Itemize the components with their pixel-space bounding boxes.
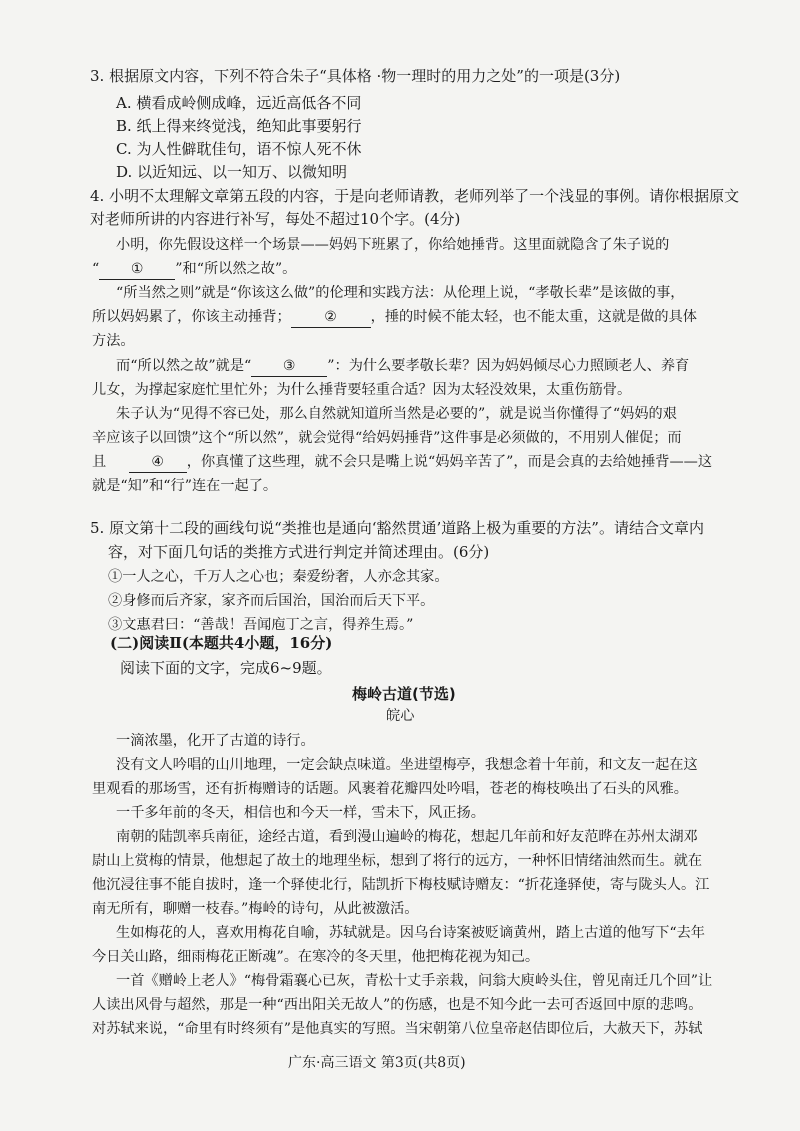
q3-option-b: B. 纸上得来终觉浅，绝知此事要躬行 bbox=[116, 117, 362, 135]
article-line: 人读出风骨与超然，那是一种“西出阳关无故人”的伤感，也是不知今此一去可否返回中原的悲鸣。 bbox=[92, 997, 703, 1013]
article-line: 没有文人吟唱的山川地理，一定会缺点味道。坐进望梅亭，我想念着十年前，和文友一起在这 bbox=[116, 757, 698, 773]
q3-stem: 3. 根据原文内容，下列不符合朱子“具体格 ·物一理时的用力之处”的一项是(3分) bbox=[90, 67, 621, 85]
article-author: 皖心 bbox=[386, 708, 415, 724]
q4-p4-line4: 就是“知”和“行”连在一起了。 bbox=[92, 478, 278, 494]
article-line: 今日关山路，细雨梅花正断魂”。在寒冷的冬天里，他把梅花视为知己。 bbox=[92, 949, 540, 965]
q5-item-1: ①一人之心，千万人之心也；秦爱纷奢，人亦念其家。 bbox=[108, 569, 449, 585]
q5-item-3: ③文惠君曰：“善哉！吾闻庖丁之言，得养生焉。” bbox=[108, 617, 414, 633]
q4-p2-line3: 方法。 bbox=[92, 333, 135, 349]
blank-4[interactable]: ④ bbox=[129, 452, 187, 473]
q5-stem-line1: 5. 原文第十二段的画线句说“类推也是通向‘豁然贯通’道路上极为重要的方法”。请结合文章内 bbox=[90, 519, 704, 537]
section-heading: (二)阅读Ⅱ(本题共4小题，16分) bbox=[110, 634, 333, 652]
article-line: 他沉浸往事不能自拔时，逢一个驿使北行，陆凯折下梅枝赋诗赠友：“折花逢驿使，寄与陇头人。江 bbox=[92, 877, 710, 893]
q4-p2-line2: 所以妈妈累了，你该主动捶背； ② ，捶的时候不能太轻，也不能太重，这就是做的具体 bbox=[92, 307, 697, 328]
q5-item-2: ②身修而后齐家，家齐而后国治，国治而后天下平。 bbox=[108, 593, 435, 609]
q4-p4-line3: 且 ④ ，你真懂了这些理，就不会只是嘴上说“妈妈辛苦了”，而是会真的去给她捶背——这 bbox=[92, 452, 712, 473]
article-line: 南朝的陆凯率兵南征，途经古道，看到漫山遍岭的梅花，想起几年前和好友范晔在苏州太湖邓 bbox=[116, 829, 698, 845]
page-footer: 广东·高三语文 第3页(共8页) bbox=[288, 1055, 466, 1071]
blank-1[interactable]: ① bbox=[99, 259, 175, 280]
q5-stem-line2: 容，对下面几句话的类推方式进行判定并简述理由。(6分) bbox=[108, 543, 490, 561]
q4-p1-line2: “ ① ”和“所以然之故”。 bbox=[92, 259, 296, 280]
article-line: 一首《赠岭上老人》“梅骨霜襄心已灰，青松十丈手亲栽，问翁大庾岭头住，曾见南迁几个回”让 bbox=[116, 973, 713, 989]
q3-option-c: C. 为人性僻耽佳句，语不惊人死不休 bbox=[116, 140, 362, 158]
q4-p2-line1: “所当然之则”就是“你该这么做”的伦理和实践方法：从伦理上说，“孝敬长辈”是该做的事， bbox=[116, 285, 685, 301]
q4-p4-line2: 辛应该子以回馈”这个“所以然”，就会觉得“给妈妈捶背”这件事是必须做的，不用别人催促；而 bbox=[92, 430, 682, 446]
article-line: 一滴浓墨，化开了古道的诗行。 bbox=[116, 733, 315, 749]
article-line: 一千多年前的冬天，相信也和今天一样，雪未下，风正扬。 bbox=[116, 805, 485, 821]
article-line: 对苏轼来说，“命里有时终须有”是他真实的写照。当宋朝第八位皇帝赵佶即位后，大赦天下，苏轼 bbox=[92, 1021, 703, 1037]
article-title: 梅岭古道(节选) bbox=[352, 685, 456, 703]
q4-p1-line1: 小明，你先假设这样一个场景——妈妈下班累了，你给她捶背。这里面就隐含了朱子说的 bbox=[116, 237, 670, 253]
article-line: 里观看的那场雪，还有折梅赠诗的话题。风裹着花瓣四处吟唱，苍老的梅枝唤出了石头的风雅。 bbox=[92, 781, 688, 797]
blank-2[interactable]: ② bbox=[291, 307, 371, 328]
q3-option-a: A. 横看成岭侧成峰，远近高低各不同 bbox=[116, 94, 362, 112]
q4-p4-line1: 朱子认为“见得不容已处，那么自然就知道所当然是必要的”，就是说当你懂得了“妈妈的艰 bbox=[116, 406, 677, 422]
q3-option-d: D. 以近知远、以一知万、以微知明 bbox=[116, 163, 348, 181]
q4-p3-line2: 儿女，为撑起家庭忙里忙外；为什么捶背要轻重合适？因为太轻没效果，太重伤筋骨。 bbox=[92, 382, 632, 398]
q4-stem-line1: 4. 小明不太理解文章第五段的内容，于是向老师请教，老师列举了一个浅显的事例。请你根据原文 bbox=[90, 187, 740, 205]
blank-3[interactable]: ③ bbox=[251, 356, 327, 377]
article-line: 生如梅花的人，喜欢用梅花自喻，苏轼就是。因乌台诗案被贬谪黄州，踏上古道的他写下“去年 bbox=[116, 925, 705, 941]
section-instruction: 阅读下面的文字，完成6~9题。 bbox=[120, 659, 332, 677]
article-line: 南无所有，聊赠一枝春。”梅岭的诗句，从此被激活。 bbox=[92, 901, 419, 917]
q4-stem-line2: 对老师所讲的内容进行补写，每处不超过10个字。(4分) bbox=[90, 210, 461, 228]
q4-p3-line1: 而“所以然之故”就是“ ③ ”：为什么要孝敬长辈？因为妈妈倾尽心力照顾老人、养育 bbox=[116, 356, 689, 377]
article-line: 尉山上赏梅的情景，他想起了故土的地理坐标，想到了将行的远方，一种怀旧情绪油然而生。就在 bbox=[92, 853, 703, 869]
